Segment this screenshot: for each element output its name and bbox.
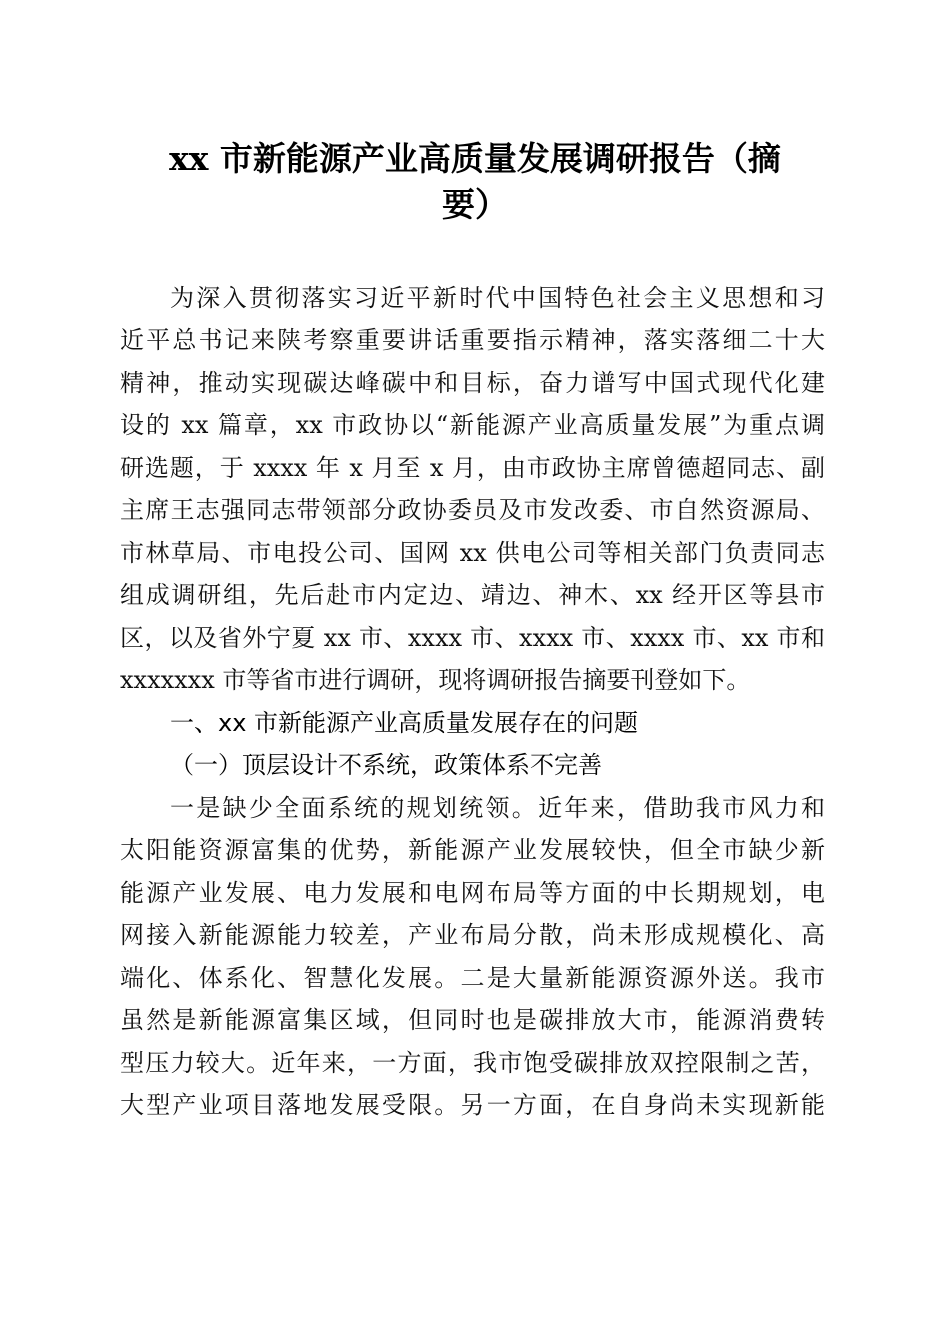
intro-line: xxxxxxx 市等省市进行调研，现将调研报告摘要刊登如下。 bbox=[120, 666, 751, 694]
body-line: 型压力较大。近年来，一方面，我市饱受碳排放双控限制之苦， bbox=[120, 1049, 825, 1077]
title-line-2: 要） bbox=[442, 185, 508, 224]
intro-line: 近平总书记来陕考察重要讲话重要指示精神，落实落细二十大 bbox=[120, 326, 825, 354]
body-line: 端化、体系化、智慧化发展。二是大量新能源资源外送。我市 bbox=[120, 964, 825, 992]
subsection-heading: （一）顶层设计不系统，政策体系不完善 bbox=[170, 751, 602, 779]
intro-line: 设的 xx 篇章，xx 市政协以“新能源产业高质量发展”为重点调 bbox=[120, 411, 825, 439]
intro-line: 组成调研组，先后赴市内定边、靖边、神木、xx 经开区等县市 bbox=[120, 581, 825, 609]
body-line: 一是缺少全面系统的规划统领。近年来，借助我市风力和 bbox=[170, 794, 825, 822]
body-line: 大型产业项目落地发展受限。另一方面，在自身尚未实现新能 bbox=[120, 1091, 825, 1119]
intro-line: 为深入贯彻落实习近平新时代中国特色社会主义思想和习 bbox=[170, 284, 825, 312]
title-line-1: xx 市新能源产业高质量发展调研报告（摘 bbox=[169, 139, 781, 178]
intro-line: 研选题，于 xxxx 年 x 月至 x 月，由市政协主席曾德超同志、副 bbox=[120, 454, 825, 482]
body-line: 虽然是新能源富集区域，但同时也是碳排放大市，能源消费转 bbox=[120, 1006, 825, 1034]
body-line: 能源产业发展、电力发展和电网布局等方面的中长期规划，电 bbox=[120, 879, 825, 907]
body-line: 网接入新能源能力较差，产业布局分散，尚未形成规模化、高 bbox=[120, 921, 825, 949]
document-title bbox=[130, 136, 820, 228]
intro-line: 主席王志强同志带领部分政协委员及市发改委、市自然资源局、 bbox=[120, 496, 825, 524]
intro-line: 区，以及省外宁夏 xx 市、xxxx 市、xxxx 市、xxxx 市、xx 市和 bbox=[120, 624, 825, 652]
intro-line: 市林草局、市电投公司、国网 xx 供电公司等相关部门负责同志 bbox=[120, 539, 825, 567]
section-heading: 一、xx 市新能源产业高质量发展存在的问题 bbox=[170, 709, 639, 737]
intro-line: 精神，推动实现碳达峰碳中和目标，奋力谱写中国式现代化建 bbox=[120, 369, 825, 397]
body-line: 太阳能资源富集的优势，新能源产业发展较快，但全市缺少新 bbox=[120, 836, 825, 864]
